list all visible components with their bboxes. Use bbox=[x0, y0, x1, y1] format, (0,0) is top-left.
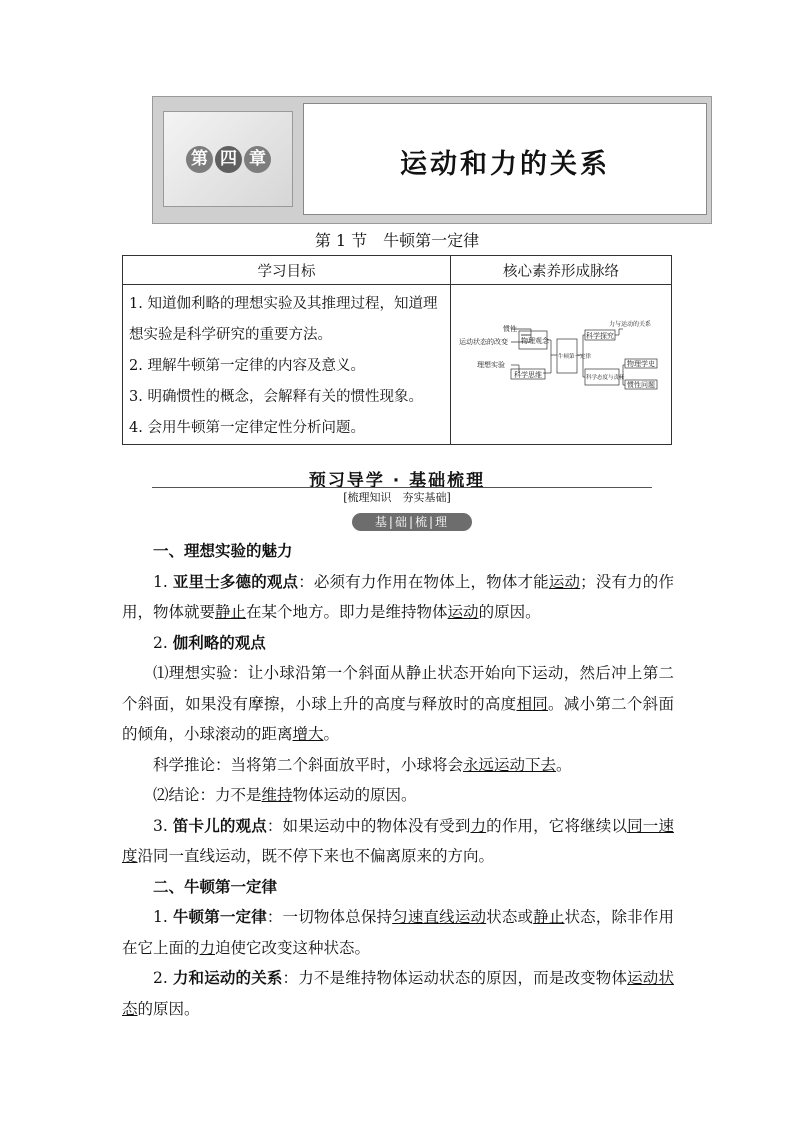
table-header: 核心素养形成脉络 bbox=[451, 256, 672, 285]
diagram-label: 科学思维 bbox=[514, 371, 542, 379]
paragraph: ⑵结论：力不是维持物体运动的原因。 bbox=[153, 786, 417, 804]
preview-title: 预习导学 · 基础梳理 bbox=[308, 471, 486, 491]
goal-item: 2. 理解牛顿第一定律的内容及意义。 bbox=[129, 358, 365, 374]
goal-item: 1. 知道伽利略的理想实验及其推理过程，知道理想实验是科学研究的重要方法。 bbox=[129, 296, 438, 343]
heading-rule bbox=[152, 487, 652, 488]
chapter-badge: 章 bbox=[244, 146, 271, 173]
paragraph: 科学推论：当将第二个斜面放平时，小球将会永远运动下去。 bbox=[153, 755, 572, 774]
section-tag: 基|础|梳|理 bbox=[352, 513, 472, 531]
diagram-label: 科学探究 bbox=[586, 332, 614, 340]
paragraph: 3. 笛卡儿的观点：如果运动中的物体没有受到力的作用，它将继续以同一速度沿同一直线运动，既不停下来也不偏离原来的方向。 bbox=[122, 816, 674, 865]
diagram-label: 物理观念 bbox=[521, 337, 549, 345]
goals-cell bbox=[123, 285, 451, 445]
section-heading: 一、理想实验的魅力 bbox=[153, 542, 293, 560]
diagram-label: 惯性问题 bbox=[627, 381, 655, 389]
goal-item: 4. 会用牛顿第一定律定性分析问题。 bbox=[129, 420, 365, 436]
goal-item: 3. 明确惯性的概念，会解释有关的惯性现象。 bbox=[129, 389, 423, 405]
diagram-label: 理想实验 bbox=[477, 361, 505, 369]
goals-list bbox=[123, 285, 450, 444]
chapter-label-box bbox=[163, 111, 293, 207]
diagram-label: 力与运动的关系 bbox=[609, 321, 652, 328]
section-title: 第 1 节 牛顿第一定律 bbox=[314, 231, 480, 250]
diagram-label: 惯性 bbox=[503, 325, 517, 333]
diagram-cell bbox=[451, 285, 672, 445]
learning-goals-table bbox=[122, 255, 672, 445]
chapter-banner bbox=[152, 96, 712, 224]
paragraph: 2. 伽利略的观点 bbox=[153, 633, 266, 652]
preview-subtitle: [梳理知识 夯实基础] bbox=[343, 491, 451, 504]
paragraph: 1. 亚里士多德的观点：必须有力作用在物体上，物体才能运动；没有力的作用，物体就要静止在某个地方。即力是维持物体运动的原因。 bbox=[122, 572, 674, 621]
paragraph: ⑴理想实验：让小球沿第一个斜面从静止状态开始向下运动，然后冲上第二个斜面，如果没有摩擦，小球上升的高度与释放时的高度相同。减小第二个斜面的倾角，小球滚动的距离增大。 bbox=[122, 664, 674, 743]
diagram-label: 物理学史 bbox=[627, 360, 655, 368]
diagram-label: 科学态度与责任 bbox=[586, 375, 625, 381]
paragraph: 1. 牛顿第一定律：一切物体总保持匀速直线运动状态或静止状态，除非作用在它上面的力迫使它改变这种状态。 bbox=[122, 908, 674, 957]
chapter-number bbox=[186, 146, 271, 173]
chapter-title-box bbox=[303, 103, 707, 215]
content-body bbox=[122, 536, 674, 1024]
diagram-label: 牛顿第一定律 bbox=[558, 354, 592, 360]
chapter-badge: 第 bbox=[186, 146, 213, 173]
concept-diagram bbox=[451, 285, 671, 437]
section-heading: 二、牛顿第一定律 bbox=[153, 877, 278, 896]
chapter-badge: 四 bbox=[215, 146, 242, 173]
paragraph: 2. 力和运动的关系：力不是维持物体运动状态的原因，而是改变物体运动状态的原因。 bbox=[122, 969, 674, 1018]
chapter-title: 运动和力的关系 bbox=[400, 149, 610, 180]
diagram-label: 运动状态的改变 bbox=[459, 338, 508, 346]
table-header: 学习目标 bbox=[123, 256, 451, 285]
